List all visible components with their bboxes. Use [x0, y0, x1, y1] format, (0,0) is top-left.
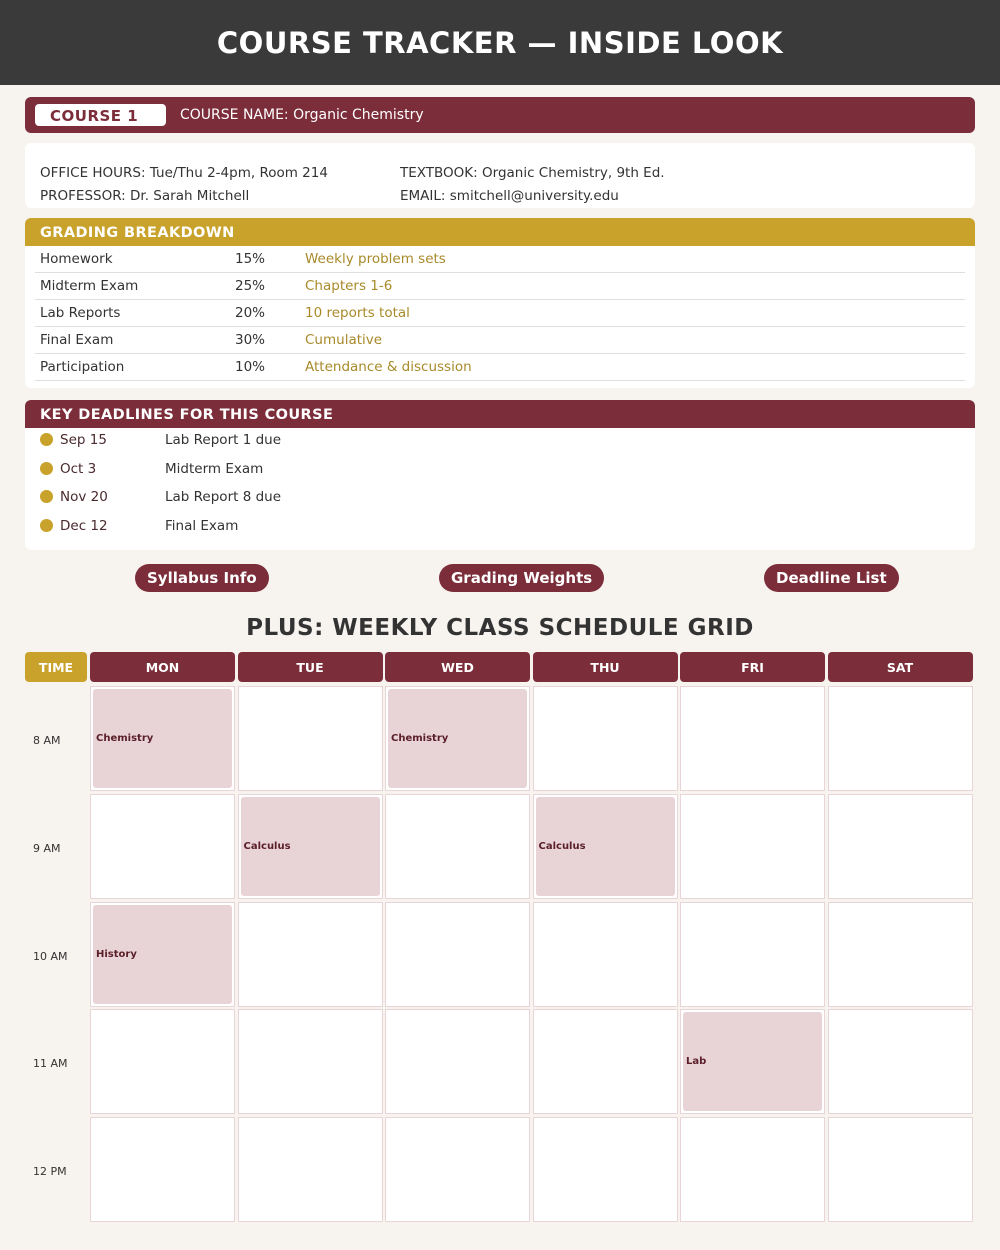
deadline-item: [25, 514, 975, 543]
day-header-wed: WED: [385, 652, 530, 682]
schedule-cell[interactable]: [385, 794, 530, 899]
deadline-item: [25, 428, 975, 457]
grading-item-percent: 30%: [235, 332, 266, 348]
time-label: 10 AM: [33, 949, 68, 963]
course-badge: COURSE 1: [35, 104, 166, 126]
schedule-cell[interactable]: [90, 1009, 235, 1114]
schedule-cell[interactable]: [385, 686, 530, 791]
schedule-cell[interactable]: [90, 794, 235, 899]
class-block[interactable]: Chemistry: [93, 689, 232, 788]
schedule-cell[interactable]: [533, 686, 678, 791]
day-header-mon: MON: [90, 652, 235, 682]
grading-row: [35, 300, 965, 327]
deadline-event: Midterm Exam: [165, 460, 264, 477]
professor: PROFESSOR: Dr. Sarah Mitchell: [40, 188, 250, 204]
course-info-card: [25, 143, 975, 208]
deadline-event: Final Exam: [165, 517, 239, 534]
schedule-cell[interactable]: [828, 794, 973, 899]
time-label: 8 AM: [33, 734, 61, 747]
schedule-cell[interactable]: [680, 1117, 825, 1222]
schedule-cell[interactable]: [533, 1117, 678, 1222]
grading-item-note: Cumulative: [305, 332, 383, 348]
day-header-thu: THU: [533, 652, 678, 682]
syllabus-info-button[interactable]: Syllabus Info: [135, 564, 269, 592]
time-label: 11 AM: [33, 1057, 68, 1071]
deadline-event: Lab Report 1 due: [165, 432, 282, 448]
grading-item-name: Midterm Exam: [40, 278, 139, 294]
schedule-cell[interactable]: [90, 1117, 235, 1222]
schedule-cell[interactable]: [238, 1009, 383, 1114]
schedule-cell[interactable]: [680, 794, 825, 899]
grading-item-percent: 10%: [235, 359, 266, 375]
time-label: 12 PM: [33, 1165, 67, 1179]
schedule-cell[interactable]: [680, 686, 825, 791]
class-block[interactable]: History: [93, 905, 232, 1004]
bullet-dot-icon: [40, 433, 53, 446]
grading-item-percent: 25%: [235, 278, 266, 294]
time-header: TIME: [25, 652, 87, 682]
deadline-date: Dec 12: [60, 517, 108, 534]
day-header-sat: SAT: [828, 652, 973, 682]
deadlines-title: KEY DEADLINES FOR THIS COURSE: [25, 400, 975, 428]
key-deadlines: [25, 400, 975, 550]
deadline-date: Sep 15: [60, 432, 107, 448]
schedule-title: PLUS: WEEKLY CLASS SCHEDULE GRID: [246, 615, 754, 641]
class-block[interactable]: Lab: [683, 1012, 822, 1111]
schedule-cell[interactable]: [90, 686, 235, 791]
schedule-cell[interactable]: [828, 686, 973, 791]
day-header-tue: TUE: [238, 652, 383, 682]
bullet-dot-icon: [40, 462, 53, 475]
schedule-cell[interactable]: [533, 902, 678, 1007]
schedule-cell[interactable]: [533, 794, 678, 899]
grading-row: [35, 246, 965, 273]
schedule-cell[interactable]: [238, 686, 383, 791]
schedule-cell[interactable]: [533, 1009, 678, 1114]
class-block[interactable]: Chemistry: [388, 689, 527, 788]
class-block[interactable]: Calculus: [536, 797, 675, 896]
schedule-cell[interactable]: [385, 1117, 530, 1222]
grading-title: GRADING BREAKDOWN: [25, 218, 975, 246]
schedule-cell[interactable]: [828, 1009, 973, 1114]
deadline-date: Oct 3: [60, 460, 97, 477]
schedule-cell[interactable]: [680, 1009, 825, 1114]
grading-item-percent: 20%: [235, 305, 266, 321]
page-title: COURSE TRACKER — INSIDE LOOK: [0, 0, 1000, 85]
class-block[interactable]: Calculus: [241, 797, 380, 896]
deadline-item: [25, 485, 975, 514]
course-name: COURSE NAME: Organic Chemistry: [180, 107, 424, 123]
grading-row: [35, 327, 965, 354]
schedule-cell[interactable]: [680, 902, 825, 1007]
grading-row: [35, 273, 965, 300]
office-hours: OFFICE HOURS: Tue/Thu 2-4pm, Room 214: [40, 165, 328, 181]
grading-item-note: 10 reports total: [305, 305, 410, 321]
schedule-cell[interactable]: [238, 794, 383, 899]
schedule-cell[interactable]: [828, 1117, 973, 1222]
grading-item-name: Participation: [40, 359, 125, 375]
grading-breakdown: [25, 218, 975, 388]
schedule-cell[interactable]: [238, 902, 383, 1007]
grading-row: [35, 354, 965, 381]
schedule-cell[interactable]: [828, 902, 973, 1007]
deadline-item: [25, 457, 975, 486]
email: EMAIL: smitchell@university.edu: [400, 188, 619, 204]
schedule-cell[interactable]: [385, 1009, 530, 1114]
schedule-cell[interactable]: [238, 1117, 383, 1222]
deadline-event: Lab Report 8 due: [165, 489, 282, 506]
grading-item-name: Final Exam: [40, 332, 114, 348]
bullet-dot-icon: [40, 490, 53, 503]
grading-item-note: Attendance & discussion: [305, 359, 472, 375]
grading-item-note: Weekly problem sets: [305, 251, 446, 267]
grading-weights-button[interactable]: Grading Weights: [439, 564, 604, 592]
grading-item-name: Homework: [40, 251, 113, 267]
bullet-dot-icon: [40, 519, 53, 532]
schedule-cell[interactable]: [90, 902, 235, 1007]
grading-item-note: Chapters 1-6: [305, 278, 393, 294]
course-header: [25, 97, 975, 133]
day-header-fri: FRI: [680, 652, 825, 682]
grading-item-name: Lab Reports: [40, 305, 121, 321]
time-label: 9 AM: [33, 841, 61, 855]
textbook: TEXTBOOK: Organic Chemistry, 9th Ed.: [400, 165, 665, 181]
grading-item-percent: 15%: [235, 251, 266, 267]
deadline-date: Nov 20: [60, 489, 108, 506]
schedule-cell[interactable]: [385, 902, 530, 1007]
deadline-list-button[interactable]: Deadline List: [764, 564, 899, 592]
